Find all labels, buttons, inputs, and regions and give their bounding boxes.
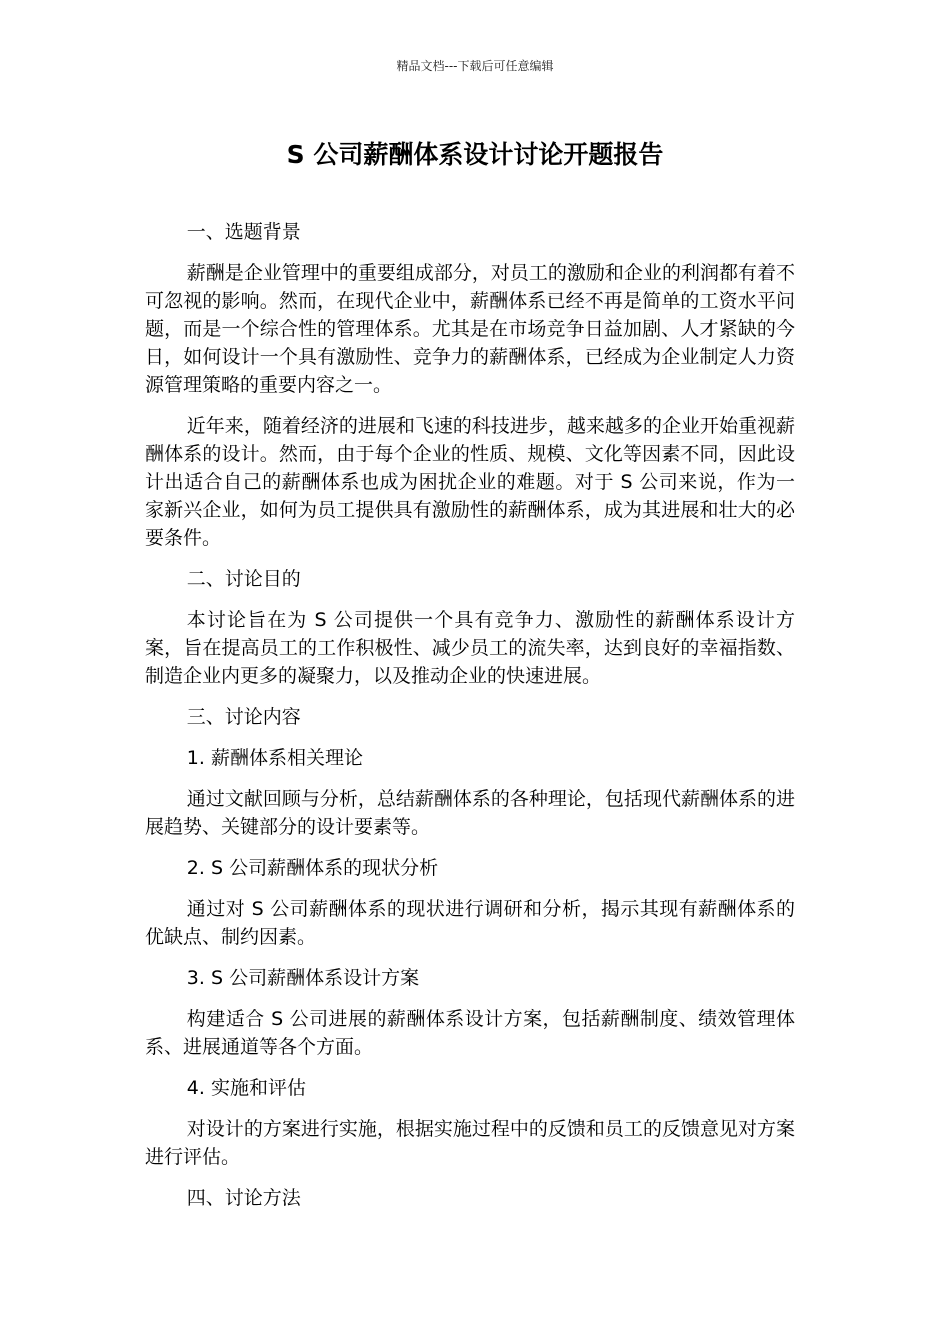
subheading-implementation: 4. 实施和评估	[186, 1077, 306, 1099]
paragraph-purpose: 本讨论旨在为 S 公司提供一个具有竞争力、激励性的薪酬体系设计方案，旨在提高员工的工作积极性、减少员工的流失率，达到良好的幸福指数、制造企业内更多的凝聚力，以及推动企业的快速进展。	[145, 609, 795, 687]
paragraph-background-1: 薪酬是企业管理中的重要组成部分，对员工的激励和企业的利润都有着不可忽视的影响。然而，在现代企业中，薪酬体系已经不再是简单的工资水平问题，而是一个综合性的管理体系。尤其是在市场竞争日益加剧、人才紧缺的今日，如何设计一个具有激励性、竞争力的薪酬体系，已经成为企业制定人力资源管理策略的重要内容之一。	[145, 262, 795, 396]
subheading-current-analysis: 2. S 公司薪酬体系的现状分析	[186, 857, 439, 879]
paragraph-theory: 通过文献回顾与分析，总结薪酬体系的各种理论，包括现代薪酬体系的进展趋势、关键部分的设计要素等。	[145, 788, 795, 838]
section-heading-background: 一、选题背景	[186, 221, 301, 243]
subheading-design-plan: 3. S 公司薪酬体系设计方案	[186, 967, 420, 989]
section-heading-purpose: 二、讨论目的	[186, 568, 301, 590]
section-heading-method: 四、讨论方法	[186, 1187, 301, 1209]
document-body	[145, 218, 795, 1225]
paragraph-current-analysis: 通过对 S 公司薪酬体系的现状进行调研和分析，揭示其现有薪酬体系的优缺点、制约因素。	[145, 898, 795, 948]
document-title: S 公司薪酬体系设计讨论开题报告	[286, 140, 664, 169]
paragraph-background-2: 近年来，随着经济的进展和飞速的科技进步，越来越多的企业开始重视薪酬体系的设计。然而，由于每个企业的性质、规模、文化等因素不同，因此设计出适合自己的薪酬体系也成为困扰企业的难题。对于 S 公司来说，作为一家新兴企业，如何为员工提供具有激励性的薪酬体系，成为其进展和壮大的必要条件。	[145, 415, 795, 549]
header-note: 精品文档---下载后可任意编辑	[396, 59, 554, 73]
paragraph-design-plan: 构建适合 S 公司进展的薪酬体系设计方案，包括薪酬制度、绩效管理体系、进展通道等各个方面。	[145, 1008, 795, 1058]
section-heading-content: 三、讨论内容	[186, 706, 301, 728]
paragraph-implementation: 对设计的方案进行实施，根据实施过程中的反馈和员工的反馈意见对方案进行评估。	[145, 1118, 795, 1168]
subheading-theory: 1. 薪酬体系相关理论	[186, 747, 363, 769]
